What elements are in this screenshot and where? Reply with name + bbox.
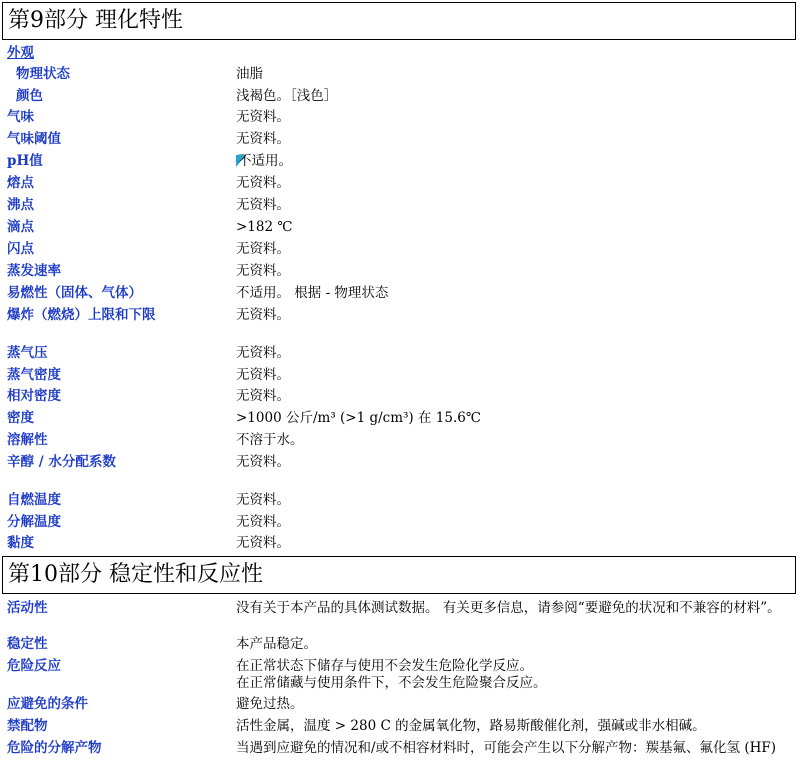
hazardous-reactions-line1: 在正常状态下储存与使用不会发生危险化学反应。 <box>236 658 533 674</box>
physical-state-label: 物理状态 <box>16 66 70 82</box>
incompatible-materials-label: 禁配物 <box>7 718 48 734</box>
ph-label: pH值 <box>7 153 43 169</box>
decomposition-temp-label: 分解温度 <box>7 514 61 530</box>
vapor-density-label: 蒸气密度 <box>7 367 61 383</box>
solubility-label: 溶解性 <box>7 432 48 448</box>
flammability-value: 不适用。 根据 - 物理状态 <box>236 285 389 301</box>
decomposition-temp-value: 无资料。 <box>236 514 290 530</box>
evaporation-rate-value: 无资料。 <box>236 263 290 279</box>
vapor-density-value: 无资料。 <box>236 367 290 383</box>
section-10-header: 第10部分 稳定性和反应性 <box>2 556 796 594</box>
odor-threshold-label: 气味阈值 <box>7 131 61 147</box>
autoignition-label: 自燃温度 <box>7 492 61 508</box>
density-label: 密度 <box>7 410 34 426</box>
reactivity-label: 活动性 <box>7 600 48 616</box>
density-value: >1000 公斤/m³ (>1 g/cm³) 在 15.6℃ <box>236 410 481 426</box>
explosion-limits-value: 无资料。 <box>236 307 290 323</box>
flash-point-value: 无资料。 <box>236 241 290 257</box>
appearance-label[interactable]: 外观 <box>7 45 34 61</box>
decomposition-products-value: 当遇到应避免的情况和/或不相容材料时，可能会产生以下分解产物：羰基氟、氟化氢 (HF) <box>236 740 777 756</box>
viscosity-value: 无资料。 <box>236 535 290 551</box>
melting-point-value: 无资料。 <box>236 175 290 191</box>
physical-state-value: 油脂 <box>236 66 263 82</box>
relative-density-label: 相对密度 <box>7 388 61 404</box>
ph-value: 不适用。 <box>238 153 292 169</box>
relative-density-value: 无资料。 <box>236 388 290 404</box>
hazardous-reactions-value <box>236 658 798 692</box>
viscosity-label: 黏度 <box>7 535 34 551</box>
explosion-limits-label: 爆炸（燃烧）上限和下限 <box>7 307 156 323</box>
vapor-pressure-value: 无资料。 <box>236 345 290 361</box>
boiling-point-value: 无资料。 <box>236 197 290 213</box>
boiling-point-label: 沸点 <box>7 197 34 213</box>
ph-value-wrap <box>236 151 798 171</box>
decomposition-products-label: 危险的分解产物 <box>7 740 102 756</box>
drop-point-label: 滴点 <box>7 219 34 235</box>
flash-point-label: 闪点 <box>7 241 34 257</box>
odor-label: 气味 <box>7 109 34 125</box>
solubility-value: 不溶于水。 <box>236 432 304 448</box>
odor-value: 无资料。 <box>236 109 290 125</box>
evaporation-rate-label: 蒸发速率 <box>7 263 61 279</box>
hazardous-reactions-line2: 在正常储藏与使用条件下，不会发生危险聚合反应。 <box>236 675 547 691</box>
drop-point-value: >182 ℃ <box>236 219 293 235</box>
partition-coefficient-label: 辛醇 / 水分配系数 <box>7 454 116 470</box>
hazardous-reactions-label: 危险反应 <box>7 658 61 674</box>
color-value: 浅褐色。［浅色］ <box>236 88 338 104</box>
conditions-to-avoid-label: 应避免的条件 <box>7 696 88 712</box>
odor-threshold-value: 无资料。 <box>236 131 290 147</box>
section-9-header: 第9部分 理化特性 <box>2 2 796 40</box>
melting-point-label: 熔点 <box>7 175 34 191</box>
reactivity-value: 没有关于本产品的具体测试数据。 有关更多信息，请参阅“要避免的状况和不兼容的材料”。 <box>236 600 781 616</box>
incompatible-materials-value: 活性金属，温度 > 280 C 的金属氧化物，路易斯酸催化剂，强碱或非水相碱。 <box>236 718 706 734</box>
vapor-pressure-label: 蒸气压 <box>7 345 48 361</box>
color-label: 颜色 <box>16 88 43 104</box>
autoignition-value: 无资料。 <box>236 492 290 508</box>
stability-label: 稳定性 <box>7 636 48 652</box>
stability-value: 本产品稳定。 <box>236 636 317 652</box>
partition-coefficient-value: 无资料。 <box>236 454 290 470</box>
conditions-to-avoid-value: 避免过热。 <box>236 696 304 712</box>
flammability-label: 易燃性（固体、气体） <box>7 285 142 301</box>
